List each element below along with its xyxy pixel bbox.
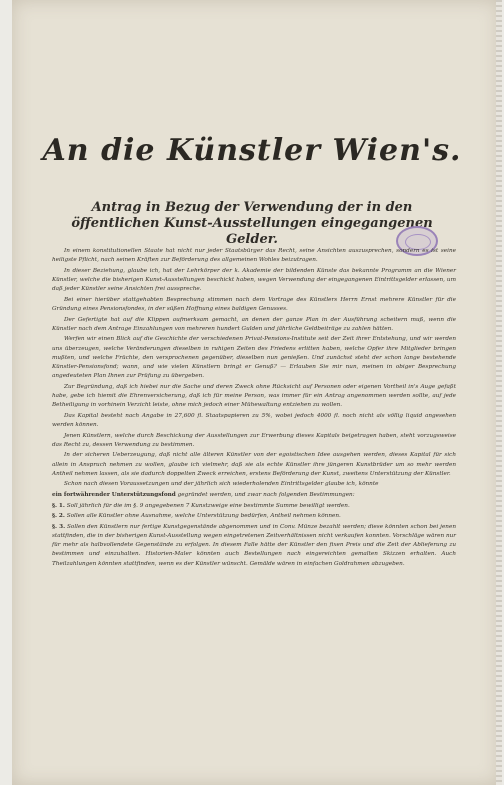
paragraph: Jenen Künstlern, welche durch Beschickung der Ausstellungen zur Erwerbung dieses Kapitals beigetragen haben, steht vorzugsweise das Recht zu, dessen Verwendung zu bestimmen. (52, 432, 456, 448)
section-number: §. 2. (52, 513, 65, 520)
section-text: Soll jährlich für die im §. 9 angegebenen 7 Kunstzweige eine bestimmte Summe bewilligt werden. (66, 502, 350, 509)
section-item (52, 512, 456, 521)
paragraph: Schon nach diesen Voraussetzungen und der jährlich sich wiederholenden Eintrittsgelder glaube ich, könnte (64, 481, 379, 488)
paragraph: In dieser Beziehung, glaube ich, hat der Lehrkörper der k. Akademie der bildenden Künste das bekannte Programm an die Wiener Künstler, welche die bisherigen Kunst-Ausstellungen beschickt haben, wegen Verwendung der eingegangenen Eintrittsgelder erlassen, um daß jeder Künstler seine Ansichten frei ausspreche. (52, 267, 456, 293)
section-item (52, 502, 456, 511)
paragraph: Bei einer hierüber stattgehabten Besprechung stimmen nach dem Vortrage des Künstlers Herrn Ernst mehrere Künstler für die Gründung eines Pensionsfondes, in der süßen Hoffnung eines baldigen Genusses. (52, 296, 456, 312)
bold-continuation: gegründet werden, und zwar nach folgenden Bestimmungen: (177, 491, 355, 498)
document-title: An die Künstler Wien's. (42, 133, 462, 168)
paragraph: Zur Begründung, daß ich hiebei nur die Sache und deren Zweck ohne Rücksicht auf Personen oder eigenen Vortheil in's Auge gefaßt habe, gebe ich hiemit die Ehrenversicherung, daß ich für meine Person, was immer für ein Antrag angenommen werden sollte, auf jede Betheiligung in vorhinein Verzicht leiste, ohne mich jedoch einer Mühewaltung entziehen zu wollen. (52, 383, 456, 409)
section-item (52, 523, 456, 569)
document-subtitle: Antrag in Bezug der Verwendung der in den öffentlichen Kunst-Ausstellungen eingegangenen Gelder. (71, 200, 433, 247)
paragraph: Der Gefertigte hat auf die Klippen aufmerksam gemacht, an denen der ganze Plan in der Ausführung scheitern muß, wenn die Künstler nach dem Antrage Einzahlungen von mehreren hundert Gulden und jährliche Geldbeiträge zu zahlen hätten. (52, 316, 456, 332)
paragraph: In der sicheren Ueberzeugung, daß nicht alle älteren Künstler von der egoistischen Idee ausgehen werden, dieses Kapital für sich allein in Anspruch nehmen zu wollen, glaube ich vielmehr, daß sie als echte Künstler ihre jüngeren Kunstbrüder um so mehr werden Antheil nehmen lassen, als sie dadurch doppelten Zweck erreichen, erstens Beförderung der Kunst, zweitens Unterstützung der Künstler. (52, 452, 456, 477)
bold-paragraph (52, 491, 456, 500)
section-number: §. 3. (52, 523, 66, 530)
document-body (52, 247, 456, 570)
section-text: Sollen alle Künstler ohne Ausnahme, welche Unterstützung bedürfen, Antheil nehmen können. (66, 513, 341, 520)
paragraph: In einem konstitutionellen Staate hat nicht nur jeder Staatsbürger das Recht, seine Ansichten auszusprechen, sondern es ist seine heiligste Pflicht, nach seinen Kräften zur Beförderung des allgemeinen Wohles beizutragen. (52, 248, 456, 264)
edge-ruler (496, 0, 502, 785)
section-number: §. 1. (52, 502, 65, 509)
section-text: Sollen den Künstlern nur fertige Kunstgegenstände abgenommen und in Conv. Münze bezahlt werden; diese könnten schon bei jenen stattfinden, die in der bisherigen Kunst-Ausstellung wegen eingetretenen Zeitverhältnissen nicht verkaufen konnten. Vorschläge wären nur für mehr als halbvollendete Gegenstände zu erfolgen. In diesem Falle hätte der Künstler den fixen Preis und die Zeit der Ablieferung zu bestimmen und einzuhalten. Historien-Maler könnten auch Bestellungen nach eingereichten gemalten Skizzen erhalten. Auch Theilzahlungen könnten stattfinden, wenn es der Künstler wünscht. Gemälde wären in einfachen Goldrahmen abzugeben. (52, 523, 456, 567)
bold-phrase: ein fortwährender Unterstützungsfond (52, 491, 176, 498)
paragraph: Werfen wir einen Blick auf die Geschichte der verschiedenen Privat-Pensions-Institute seit der Zeit ihrer Entstehung, und wir werden uns überzeugen, welche Veränderungen dieselben in ruhigen Zeiten des Friedens erlitten haben, welche Opfer ihre Mitglieder bringen mußten, und welche Früchte, den versprochenen gegenüber, dieselben nun genießen. Und zunächst steht der schon lange bestehende Künstler-Pensionsfond; wann, und wie vielen Künstlern bringt er Genuß? — Erlauben Sie mir nun, meinen in obiger Besprechung angedeuteten Plan Ihnen zur Prüfung zu übergeben. (52, 336, 456, 380)
paragraph: Das Kapital besteht nach Angabe in 27,600 fl. Staatspapieren zu 5%, wobei jedoch 4000 fl. noch nicht als völlig liquid angesehen werden können. (52, 412, 456, 428)
